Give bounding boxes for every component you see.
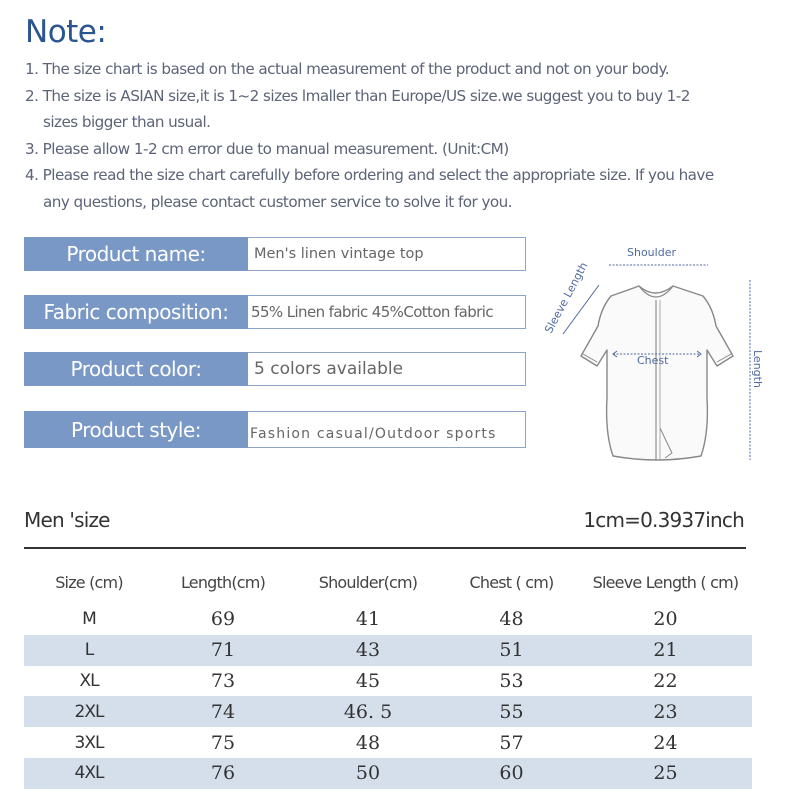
- size-table: [24, 560, 752, 789]
- size-chart-title: Men 'size: [24, 508, 110, 532]
- info-label: Product name:: [24, 237, 248, 271]
- size-cell: 4XL: [24, 758, 154, 789]
- note-text: 2. The size is ASIAN size,it is 1~2 sizes lmaller than Europe/US size.we suggest you to buy 1-2: [25, 86, 690, 105]
- table-header-row: [24, 560, 752, 604]
- table-row: [24, 727, 752, 758]
- note-text: 1. The size chart is based on the actual measurement of the product and not on your body.: [25, 60, 670, 78]
- shoulder-cell: 43: [292, 635, 444, 666]
- info-value: Men's linen vintage top: [248, 237, 526, 271]
- chest-cell: 51: [444, 635, 579, 666]
- chest-cell: 57: [499, 731, 524, 754]
- note-text: 3. Please allow 1-2 cm error due to manual measurement. (Unit:CM): [25, 139, 509, 158]
- shoulder-cell: 48: [355, 731, 381, 754]
- sleeve-cell: 21: [579, 635, 752, 666]
- shoulder-cell: 45: [355, 669, 381, 692]
- note-item: [25, 162, 785, 215]
- size-cell: XL: [79, 670, 99, 691]
- chest-cell: 60: [444, 758, 579, 789]
- column-header: Shoulder(cm): [318, 572, 418, 592]
- length-cell: 71: [154, 635, 292, 666]
- info-row-product-name: [24, 237, 526, 271]
- size-cell: 2XL: [24, 696, 154, 727]
- table-row: [24, 604, 752, 635]
- column-header: Size (cm): [55, 572, 123, 592]
- sleeve-length-label: Sleeve Length: [542, 260, 591, 336]
- info-row-product-color: [24, 352, 526, 386]
- info-label: Product color:: [24, 352, 248, 386]
- chest-cell: 55: [444, 696, 579, 727]
- shirt-icon: [535, 238, 800, 468]
- length-cell: 75: [210, 731, 236, 754]
- divider: [24, 547, 746, 549]
- column-header: Sleeve Length ( cm): [592, 572, 739, 592]
- chest-cell: 48: [499, 608, 524, 631]
- note-item: [25, 83, 785, 136]
- info-value: 55% Linen fabric 45%Cotton fabric: [248, 295, 526, 329]
- shoulder-label: Shoulder: [627, 246, 676, 259]
- sleeve-cell: 24: [653, 731, 678, 754]
- note-text-continued: any questions, please contact customer service to solve it for you.: [43, 192, 513, 211]
- length-cell: 69: [210, 608, 236, 631]
- info-row-product-style: [24, 411, 526, 448]
- column-header: Chest ( cm): [469, 572, 554, 592]
- note-title: Note:: [25, 14, 107, 50]
- info-value: 5 colors available: [248, 352, 526, 386]
- table-row: [24, 666, 752, 697]
- unit-conversion: 1cm=0.3937inch: [583, 508, 744, 532]
- length-cell: 76: [154, 758, 292, 789]
- size-cell: L: [24, 635, 154, 666]
- info-value: Fashion casual/Outdoor sports: [248, 411, 526, 448]
- table-row: [24, 758, 752, 789]
- length-cell: 74: [154, 696, 292, 727]
- note-list: [25, 56, 785, 215]
- length-label: Length: [751, 350, 764, 388]
- table-row: [24, 696, 752, 727]
- sleeve-cell: 25: [579, 758, 752, 789]
- column-header: Length(cm): [180, 572, 266, 592]
- shoulder-cell: 50: [292, 758, 444, 789]
- note-text-continued: sizes bigger than usual.: [43, 113, 211, 131]
- size-cell: M: [82, 609, 96, 630]
- size-cell: 3XL: [74, 732, 104, 753]
- chest-label: Chest: [637, 354, 669, 367]
- info-label: Product style:: [24, 411, 248, 448]
- sleeve-cell: 23: [579, 696, 752, 727]
- shoulder-cell: 46. 5: [292, 696, 444, 727]
- info-label: Fabric composition:: [24, 295, 248, 329]
- info-row-fabric-composition: [24, 295, 526, 329]
- shirt-measurement-diagram: [535, 238, 800, 468]
- table-row: [24, 635, 752, 666]
- note-item: [25, 136, 785, 163]
- chest-cell: 53: [499, 669, 524, 692]
- length-cell: 73: [210, 669, 236, 692]
- note-text: 4. Please read the size chart carefully before ordering and select the appropriate size. If you have: [25, 166, 714, 184]
- note-item: [25, 56, 785, 83]
- sleeve-cell: 22: [653, 669, 678, 692]
- sleeve-cell: 20: [653, 608, 678, 631]
- shoulder-cell: 41: [355, 608, 381, 631]
